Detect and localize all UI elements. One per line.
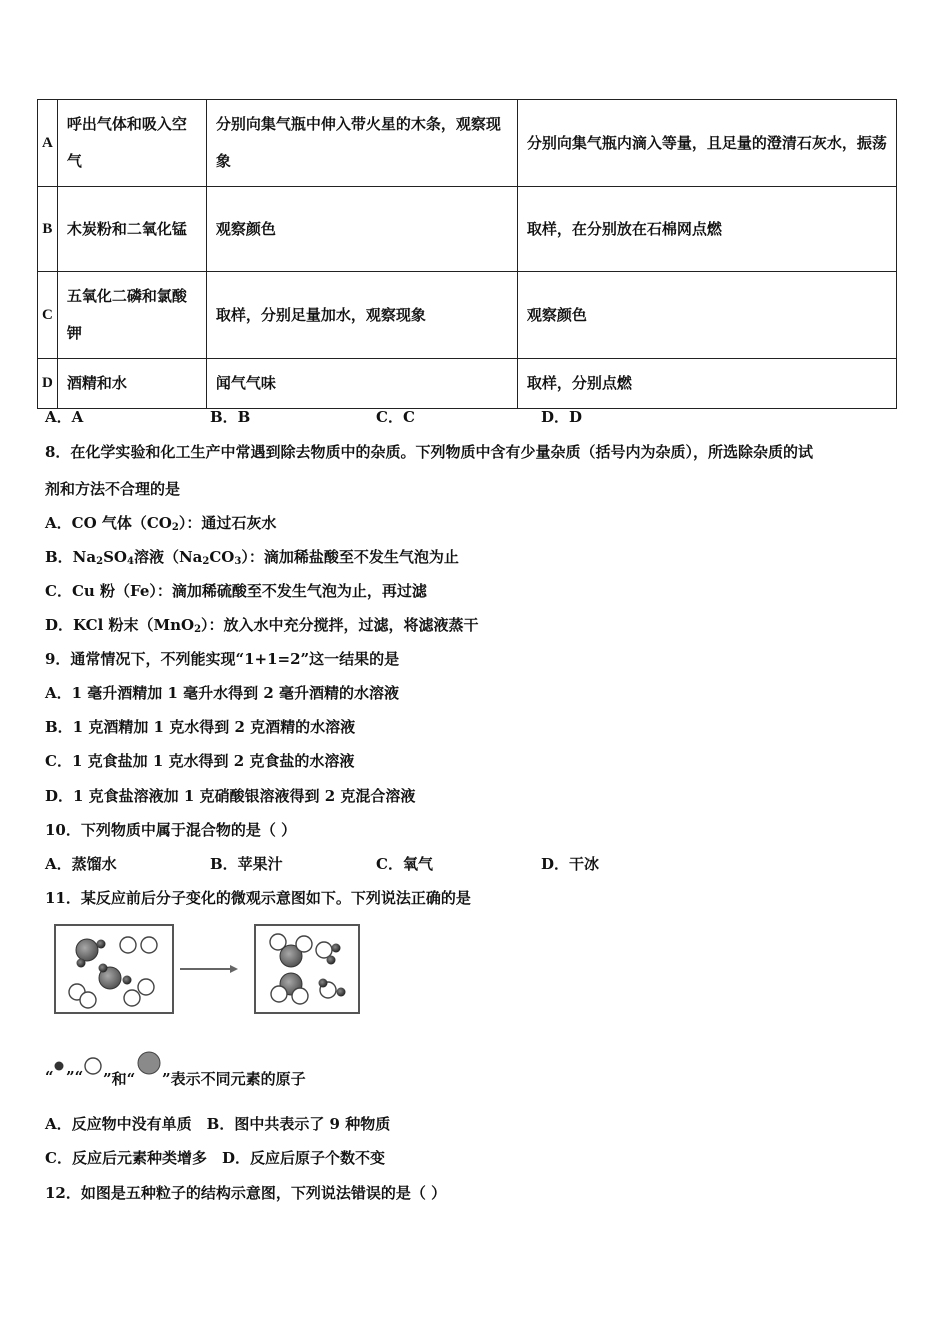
q7-choice-a: A．A bbox=[45, 408, 84, 426]
q10-choice-b: B．苹果汁 bbox=[210, 855, 283, 873]
row-label: D bbox=[38, 359, 58, 409]
q10-choice-c: C．氧气 bbox=[376, 855, 433, 873]
q8-option-a: A．CO 气体$(CO_2)$：通过石灰水 bbox=[45, 514, 277, 533]
q9-option-c: C．1 克食盐加 1 克水得到 2 克食盐的水溶液 bbox=[45, 752, 355, 770]
q8-option-c: C．Cu 粉（Fe）：滴加稀硫酸至不发生气泡为止，再过滤 bbox=[45, 582, 427, 600]
white-atom-icon bbox=[83, 1056, 103, 1076]
reaction-arrow bbox=[180, 965, 238, 973]
q7-choice-d: D．D bbox=[541, 408, 583, 426]
q7-choice-c: C．C bbox=[376, 408, 415, 426]
q11-options-cd: C．反应后元素种类增多 D．反应后原子个数不变 bbox=[45, 1149, 385, 1167]
substances-cell: 酒精和水 bbox=[57, 359, 206, 409]
q9-option-b: B．1 克酒精加 1 克水得到 2 克酒精的水溶液 bbox=[45, 718, 356, 736]
table-row bbox=[38, 272, 897, 359]
table-row bbox=[38, 187, 897, 272]
q8-option-d: D．KCl 粉末（MnO$_2$）：放入水中充分搅拌，过滤，将滤液蒸干 bbox=[45, 616, 479, 635]
substances-cell: 木炭粉和二氧化锰 bbox=[57, 187, 206, 272]
q9-option-a: A．1 毫升酒精加 1 毫升水得到 2 毫升酒精的水溶液 bbox=[45, 684, 400, 702]
q10-choice-d: D．干冰 bbox=[541, 855, 600, 873]
reactants-box bbox=[55, 925, 173, 1013]
method1-cell: 观察颜色 bbox=[206, 187, 517, 272]
method2-cell: 分别向集气瓶内滴入等量，且足量的澄清石灰水，振荡 bbox=[517, 100, 896, 187]
method2-cell: 取样，在分别放在石棉网点燃 bbox=[517, 187, 896, 272]
method2-cell: 取样，分别点燃 bbox=[517, 359, 896, 409]
q12-stem: 12．如图是五种粒子的结构示意图，下列说法错误的是（ ） bbox=[45, 1184, 447, 1202]
row-label: C bbox=[38, 272, 58, 359]
q9-stem: 9．通常情况下，不列能实现“1+1=2”这一结果的是 bbox=[45, 650, 400, 668]
q7-choice-b: B．B bbox=[210, 408, 251, 426]
row-label: B bbox=[38, 187, 58, 272]
reaction-diagram bbox=[52, 920, 362, 1020]
q11-options-ab: A．反应物中没有单质 B．图中共表示了 9 种物质 bbox=[45, 1115, 391, 1133]
products-box bbox=[255, 925, 359, 1013]
q11-stem: 11．某反应前后分子变化的微观示意图如下。下列说法正确的是 bbox=[45, 889, 471, 907]
q10-stem: 10．下列物质中属于混合物的是（ ） bbox=[45, 821, 297, 839]
row-label: A bbox=[38, 100, 58, 187]
q10-choice-a: A．蒸馏水 bbox=[45, 855, 117, 873]
q9-option-d: D．1 克食盐溶液加 1 克硝酸银溶液得到 2 克混合溶液 bbox=[45, 787, 416, 805]
method1-cell: 取样，分别足量加水，观察现象 bbox=[206, 272, 517, 359]
atom-legend: “ ”“ ”和“ ”表示不同元素的原子 bbox=[45, 1056, 365, 1092]
options-table bbox=[37, 99, 897, 409]
large-gray-atom-icon bbox=[136, 1050, 162, 1076]
substances-cell: 呼出气体和吸入空气 bbox=[57, 100, 206, 187]
substances-cell: 五氧化二磷和氯酸钾 bbox=[57, 272, 206, 359]
q8-stem-line2: 剂和方法不合理的是 bbox=[45, 480, 181, 498]
method1-cell: 分别向集气瓶中伸入带火星的木条，观察现象 bbox=[206, 100, 517, 187]
small-dark-atom-icon bbox=[53, 1060, 65, 1072]
q8-option-b: B．$Na_2SO_4$溶液$(Na_2CO_3)$：滴加稀盐酸至不发生气泡为止 bbox=[45, 548, 459, 567]
table-row bbox=[38, 100, 897, 187]
q8-stem-line1: 8．在化学实验和化工生产中常遇到除去物质中的杂质。下列物质中含有少量杂质（括号内为杂质），所选除杂质的试 bbox=[45, 443, 813, 461]
method1-cell: 闻气气味 bbox=[206, 359, 517, 409]
method2-cell: 观察颜色 bbox=[517, 272, 896, 359]
table-row bbox=[38, 359, 897, 409]
